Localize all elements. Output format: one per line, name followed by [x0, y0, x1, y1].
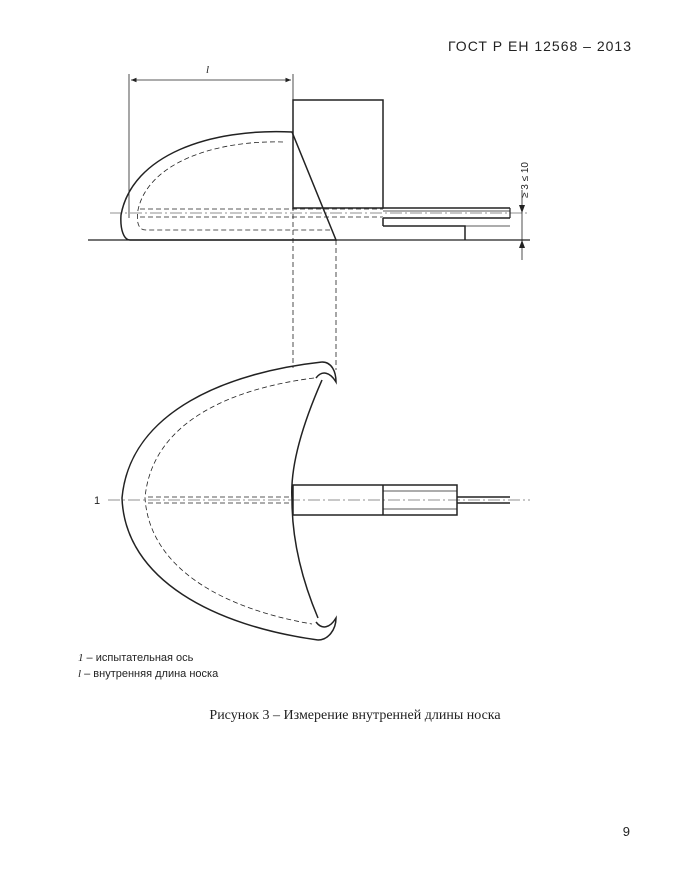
document-standard-header: ГОСТ Р ЕН 12568 – 2013: [448, 38, 632, 54]
projection-lines: [293, 142, 336, 370]
plan-curl-top: [316, 362, 336, 382]
dim-label-l: l: [206, 64, 210, 76]
figure-legend: [78, 650, 218, 682]
lower-bar: [383, 218, 465, 240]
height-dim-label: ≥ 3 ≤ 10: [520, 162, 531, 198]
legend-text: – испытательная ось: [83, 652, 194, 664]
plan-view: [94, 362, 530, 640]
height-arrow-bottom: [519, 240, 525, 248]
side-view: [88, 64, 531, 260]
legend-text: – внутренняя длина носка: [81, 668, 219, 680]
figure-caption: Рисунок 3 – Измерение внутренней длины носка: [209, 708, 501, 723]
test-axis-marker: 1: [94, 495, 101, 507]
legend-symbol: l: [78, 668, 82, 680]
plan-back-edge: [292, 380, 322, 618]
legend-symbol: 1: [78, 652, 84, 664]
probe-block: [293, 100, 383, 208]
legend-item-test-axis: [78, 650, 218, 666]
page-number: 9: [622, 824, 630, 839]
legend-item-inner-length: [78, 666, 218, 682]
plan-curl-bottom: [316, 618, 336, 640]
height-arrow-top: [519, 205, 525, 213]
toe-cap-outer: [121, 132, 336, 240]
